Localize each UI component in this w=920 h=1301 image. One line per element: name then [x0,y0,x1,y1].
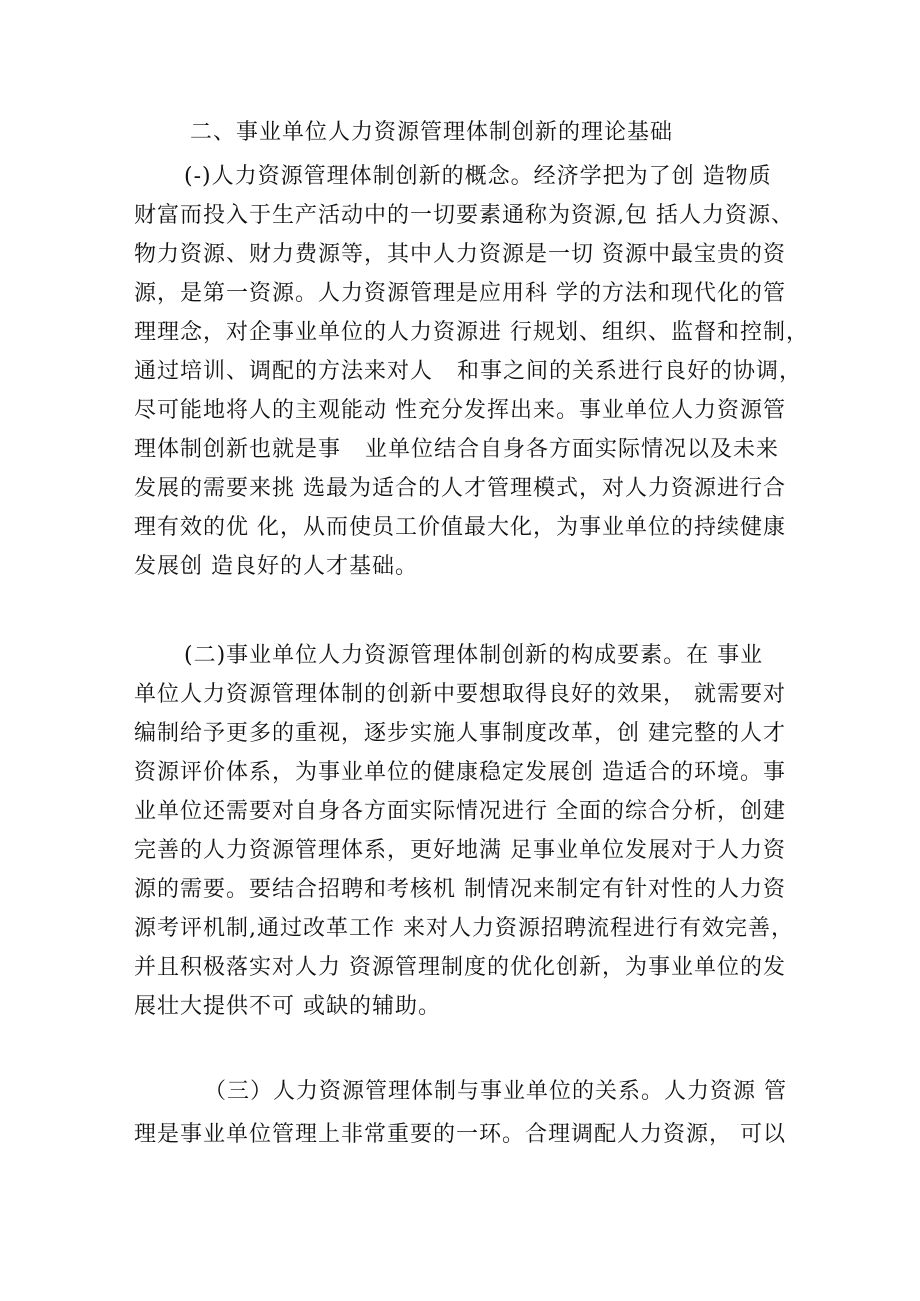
paragraph-line: (二)事业单位人力资源管理体制创新的构成要素。在 事业 [184,643,764,668]
paragraph-line: 理是事业单位管理上非常重要的一环。合理调配人力资源， 可以 [134,1122,786,1147]
paragraph-line: 发展的需要来挑 选最为适合的人才管理模式，对人力资源进行合 [134,476,786,501]
paragraph-line: 编制给予更多的重视，逐步实施人事制度改革，创 建完整的人才 [134,721,786,746]
paragraph-line: 源考评机制,通过改革工作 来对人力资源招聘流程进行有效完善， [134,916,794,941]
paragraph-line: （三）人力资源管理体制与事业单位的关系。人力资源 管 [204,1079,787,1104]
paragraph-line: 发展创 造良好的人才基础。 [134,554,418,579]
paragraph-concept [134,157,809,586]
paragraph-line: 完善的人力资源管理体系，更好地满 足事业单位发展对于人力资 [134,838,786,863]
paragraph-line: 源的需要。要结合招聘和考核机 制情况来制定有针对性的人力资 [134,877,786,902]
paragraph-line: 理有效的优 化，从而使员工价值最大化，为事业单位的持续健康 [134,515,786,540]
paragraph-line: 并且积极落实对人力 资源管理制度的优化创新，为事业单位的发 [134,955,786,980]
paragraph-line: (-)人力资源管理体制创新的概念。经济学把为了创 造物质 [184,164,772,189]
section-heading: 二、事业单位人力资源管理体制创新的理论基础 [190,120,674,145]
paragraph-line: 展壮大提供不可 或缺的辅助。 [134,994,441,1019]
paragraph-line: 理体制创新也就是事 业单位结合自身各方面实际情况以及未来 [134,437,779,462]
paragraph-line: 尽可能地将人的主观能动 性充分发挥出来。事业单位人力资源管 [134,398,786,423]
paragraph-relationship [134,1072,794,1154]
paragraph-line: 源，是第一资源。人力资源管理是应用科 学的方法和现代化的管 [134,281,786,306]
paragraph-line: 资源评价体系，为事业单位的健康稳定发展创 造适合的环境。事 [134,760,786,785]
paragraph-line: 单位人力资源管理体制的创新中要想取得良好的效果， 就需要对 [134,682,786,707]
paragraph-line: 理理念，对企事业单位的人力资源进 行规划、组织、监督和控制， [134,320,809,345]
paragraph-line: 物力资源、财力费源等，其中人力资源是一切 资源中最宝贵的资 [134,242,786,267]
paragraph-elements [134,636,794,1026]
paragraph-line: 通过培训、调配的方法来对人 和事之间的关系进行良好的协调， [134,359,802,384]
paragraph-line: 业单位还需要对自身各方面实际情况进行 全面的综合分析，创建 [134,799,786,824]
paragraph-line: 财富而投入于生产活动中的一切要素通称为资源,包 括人力资源、 [134,203,794,228]
